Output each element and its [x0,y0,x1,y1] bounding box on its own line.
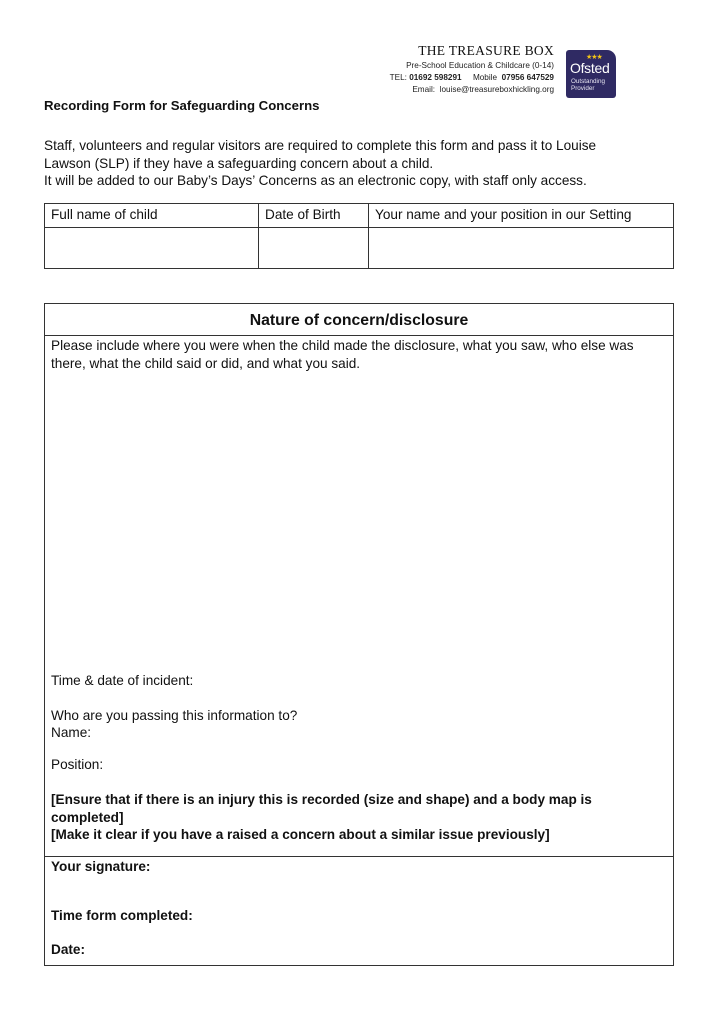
mobile-label: Mobile [472,73,498,82]
org-contact-email [412,85,554,94]
concern-description-area[interactable] [45,336,673,856]
ofsted-logo [566,50,616,98]
concern-section-heading: Nature of concern/disclosure [45,304,673,336]
column-header-child-name: Full name of child [51,207,158,222]
form-title: Recording Form for Safeguarding Concerns [44,98,320,113]
date-field[interactable] [95,938,667,960]
recipient-name-label: Name: [51,725,92,740]
date-label: Date: [51,942,85,957]
column-header-your-name-position: Your name and your position in our Setting [375,207,632,222]
org-tagline: Pre-School Education & Childcare (0-14) [406,61,554,70]
injury-note: [Ensure that if there is an injury this is recorded (size and shape) and a body map is completed] [51,792,592,825]
mobile-value: 07956 647529 [501,73,554,82]
your-name-position-field[interactable] [369,228,673,268]
stars-icon: ★★★ [586,54,602,61]
ofsted-rating-line1: Outstanding [571,78,605,85]
email-label: Email: [412,85,436,94]
child-details-table [44,203,674,269]
ofsted-rating-line2: Provider [571,85,595,92]
signature-field[interactable] [165,857,667,897]
concern-instruction: Please include where you were when the child made the disclosure, what you saw, who else was there, what the child said or did, and what you said. [51,338,634,371]
intro-line: Staff, volunteers and regular visitors are required to complete this form and pass it to Louise [44,138,597,153]
org-name: THE TREASURE BOX [418,43,554,58]
concern-table [44,303,674,966]
email-value: louise@treasureboxhickling.org [439,85,554,94]
recipient-position-label: Position: [51,757,104,772]
intro-line: It will be added to our Baby’s Days’ Concerns as an electronic copy, with staff only access. [44,173,587,188]
dob-field[interactable] [259,228,368,268]
time-completed-label: Time form completed: [51,908,193,923]
time-completed-field[interactable] [205,904,667,926]
org-contact-phones [390,73,554,82]
form-intro [44,137,684,190]
tel-label: TEL: [389,73,407,82]
tel-value: 01692 598291 [409,73,462,82]
previous-concern-note: [Make it clear if you have a raised a concern about a similar issue previously] [51,827,550,842]
ofsted-brand-text: Ofsted [570,60,610,76]
passing-to-label: Who are you passing this information to? [51,708,298,723]
intro-line: Lawson (SLP) if they have a safeguarding concern about a child. [44,155,434,171]
child-name-field[interactable] [45,228,258,268]
time-date-incident-label: Time & date of incident: [51,673,194,688]
signature-label: Your signature: [51,859,151,874]
column-header-dob: Date of Birth [265,207,341,222]
